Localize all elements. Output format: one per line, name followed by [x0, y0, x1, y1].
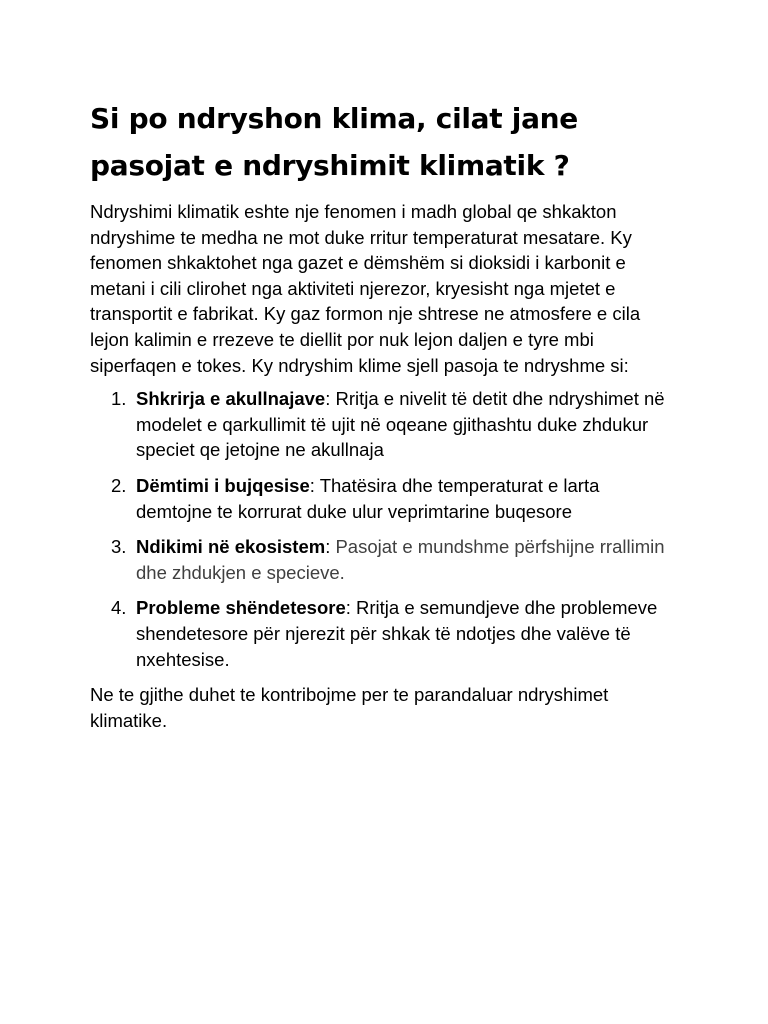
- list-item-text: Rritja e semundjeve dhe problemeve shendetesore për njerezit për shkak të ndotjes dhe valëve të nxehtesise.: [136, 597, 658, 670]
- closing-paragraph: Ne te gjithe duhet te kontribojme per te parandaluar ndryshimet klimatike.: [90, 684, 609, 731]
- list-item-term: Shkrirja e akullnajave: [136, 388, 326, 410]
- list-item-text: Pasojat e mundshme përfshijne rrallimin dhe zhdukjen e specieve.: [136, 536, 665, 583]
- list-item-text: Rritja e nivelit të detit dhe ndryshimet në modelet e qarkullimit të ujit në oqeane gjithashtu duke zhdukur speciet qe jetojne ne akullnaja: [136, 388, 665, 461]
- list-item-term: Dëmtimi i bujqesise: [136, 474, 310, 496]
- list-item-term: Ndikimi në ekosistem: [136, 536, 326, 558]
- list-item-number: 1.: [111, 388, 127, 410]
- list-item-number: 3.: [111, 536, 127, 558]
- list-item-separator: :: [325, 536, 331, 558]
- list-item-separator: :: [309, 474, 315, 496]
- document-title: Si po ndryshon klima, cilat jane pasojat e ndryshimit klimatik ?: [90, 102, 579, 182]
- list-item-separator: :: [325, 388, 331, 410]
- document-page: [90, 95, 680, 733]
- list-item-number: 4.: [111, 597, 127, 619]
- list-item: [90, 473, 680, 524]
- list-item-separator: :: [345, 597, 351, 619]
- list-item: [90, 534, 680, 585]
- intro-paragraph: Ndryshimi klimatik eshte nje fenomen i madh global qe shkakton ndryshime te medha ne mot duke rritur temperaturat mesatare. Ky fenomen shkaktohet nga gazet e dëmshëm si dioksidi i karbonit e metani i cili clirohet nga aktiviteti njerezor, kryesisht nga mjetet e transportit e fabrikat. Ky gaz formon nje shtrese ne atmosfere e cila lejon kalimin e rrezeve te diellit por nuk lejon daljen e tyre mbi siperfaqen e tokes. Ky ndryshim klime sjell pasoja te ndryshme si:: [90, 201, 641, 376]
- list-item-number: 2.: [111, 474, 127, 496]
- list-item: [90, 386, 680, 463]
- list-item-text: Thatësira dhe temperaturat e larta demtojne te korrurat duke ulur veprimtarine buqesore: [136, 474, 600, 522]
- list-item: [90, 595, 680, 672]
- consequences-list: [90, 386, 680, 672]
- list-item-term: Probleme shëndetesore: [136, 597, 346, 619]
